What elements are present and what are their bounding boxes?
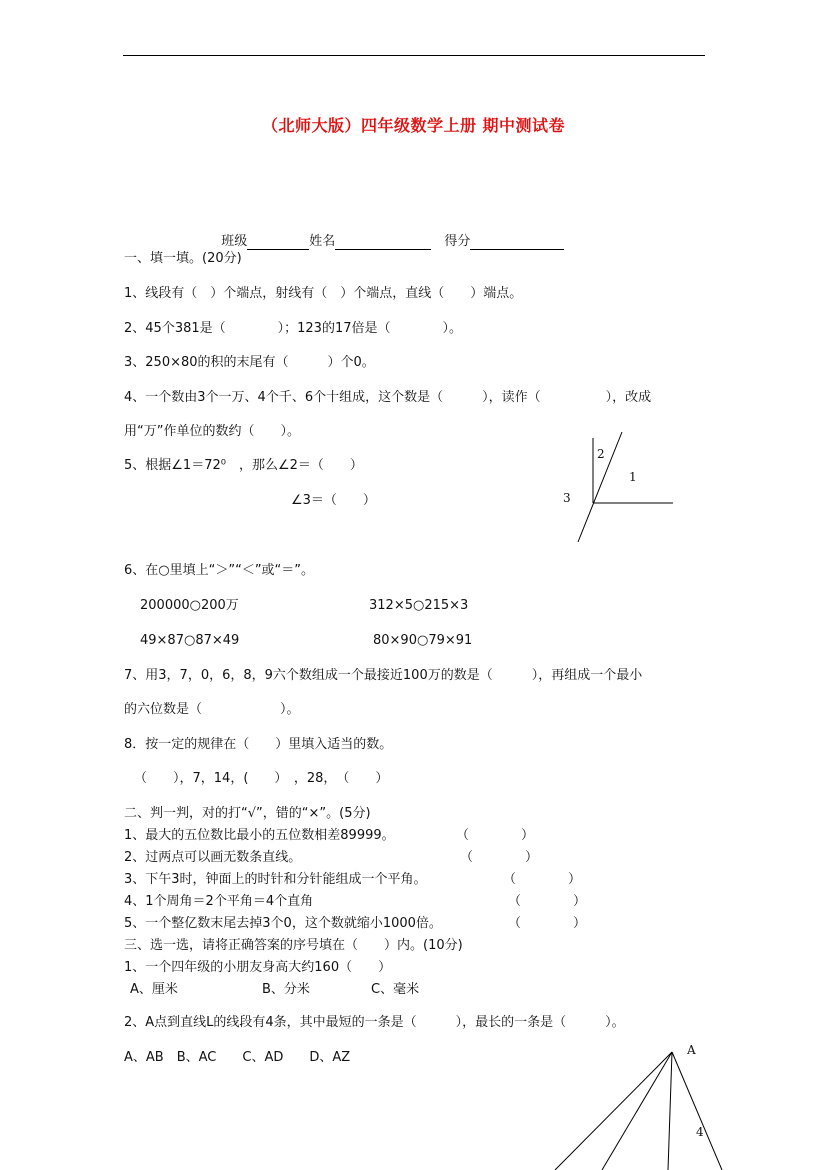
judge-answer-1[interactable]: （ ） [456,828,535,843]
judge-answer-4[interactable]: （ ） [508,894,587,909]
name-blank[interactable] [335,235,431,250]
question-1-7-line1: 7、用3，7，0，6，8，9六个数组成一个最接近100万的数是（ ），再组成一个最小 [124,668,643,683]
point-a-label: A [687,1043,696,1057]
question-1-5-line2: ∠3＝（ ） [291,493,376,508]
segment-label-4: 4 [696,1125,704,1139]
judge-answer-2[interactable]: （ ） [460,850,539,865]
judge-answer-3[interactable]: （ ） [503,872,582,887]
angle-figure [555,428,680,546]
angle-label-1: 1 [629,470,637,484]
student-info-line [213,218,564,250]
angle-label-2: 2 [597,447,605,461]
question-1-4-line2: 用“万”作单位的数约（ ）。 [124,424,300,439]
compare-item-4: 80×90○79×91 [373,633,473,648]
class-label: 班级 [221,234,248,249]
compare-item-2: 312×5○215×3 [369,598,469,613]
page-title: （北师大版）四年级数学上册 期中测试卷 [261,116,566,135]
segment-3 [668,1052,672,1170]
choice-option-c[interactable]: C、毫米 [371,982,420,997]
score-blank[interactable] [470,235,564,250]
segment-2 [602,1052,672,1170]
choice-option-b[interactable]: B、分米 [262,982,310,997]
top-rule [123,55,705,56]
choice-question-2-options[interactable]: A、AB B、AC C、AD D、AZ [124,1050,351,1065]
question-1-6: 6、在○里填上“＞”“＜”或“＝”。 [124,563,315,578]
question-1-4-line1: 4、一个数由3个一万、4个千、6个十组成，这个数是（ ），读作（ ），改成 [124,390,652,405]
point-a-figure [545,1038,745,1170]
question-1-3: 3、250×80的积的末尾有（ ）个0。 [124,355,375,370]
score-label: 得分 [444,234,471,249]
name-label: 姓名 [309,234,336,249]
judge-answer-5[interactable]: （ ） [508,916,587,931]
section2-heading: 二、判一判，对的打“√”，错的“×”。(5分) [124,806,371,821]
choice-question-2: 2、A点到直线L的线段有4条，其中最短的一条是（ ），最长的一条是（ ）。 [124,1015,625,1030]
compare-item-3: 49×87○87×49 [140,633,240,648]
compare-item-1: 200000○200万 [140,598,239,613]
section1-heading: 一、填一填。(20分) [124,251,242,266]
judge-item-3: 3、下午3时，钟面上的时针和分针能组成一个平角。 [124,872,427,887]
angle-label-3: 3 [563,491,571,505]
segment-1 [555,1052,672,1170]
question-1-8-sequence: （ ），7，14，( ） ，28， （ ） [134,771,389,786]
section3-heading: 三、选一选，请将正确答案的序号填在（ ）内。(10分) [124,938,463,953]
class-blank[interactable] [247,235,309,250]
question-1-5-line1: 5、根据∠1＝72⁰ ，那么∠2＝（ ） [124,458,363,473]
question-1-7-line2: 的六位数是（ ）。 [124,702,300,717]
segment-4 [672,1052,722,1170]
judge-item-2: 2、过两点可以画无数条直线。 [124,850,302,865]
question-1-8: 8．按一定的规律在（ ）里填入适当的数。 [124,737,393,752]
question-1-2: 2、45个381是（ ）；123的17倍是（ ）。 [124,321,462,336]
choice-option-a[interactable]: A、厘米 [130,982,178,997]
choice-question-1: 1、一个四年级的小朋友身高大约160（ ） [124,960,392,975]
question-1-1: 1、线段有（ ）个端点，射线有（ ）个端点，直线（ ）端点。 [124,286,523,301]
judge-item-5: 5、一个整亿数末尾去掉3个0，这个数就缩小1000倍。 [124,916,442,931]
judge-item-1: 1、最大的五位数比最小的五位数相差89999。 [124,828,395,843]
judge-item-4: 4、1个周角＝2个平角＝4个直角 [124,894,314,909]
